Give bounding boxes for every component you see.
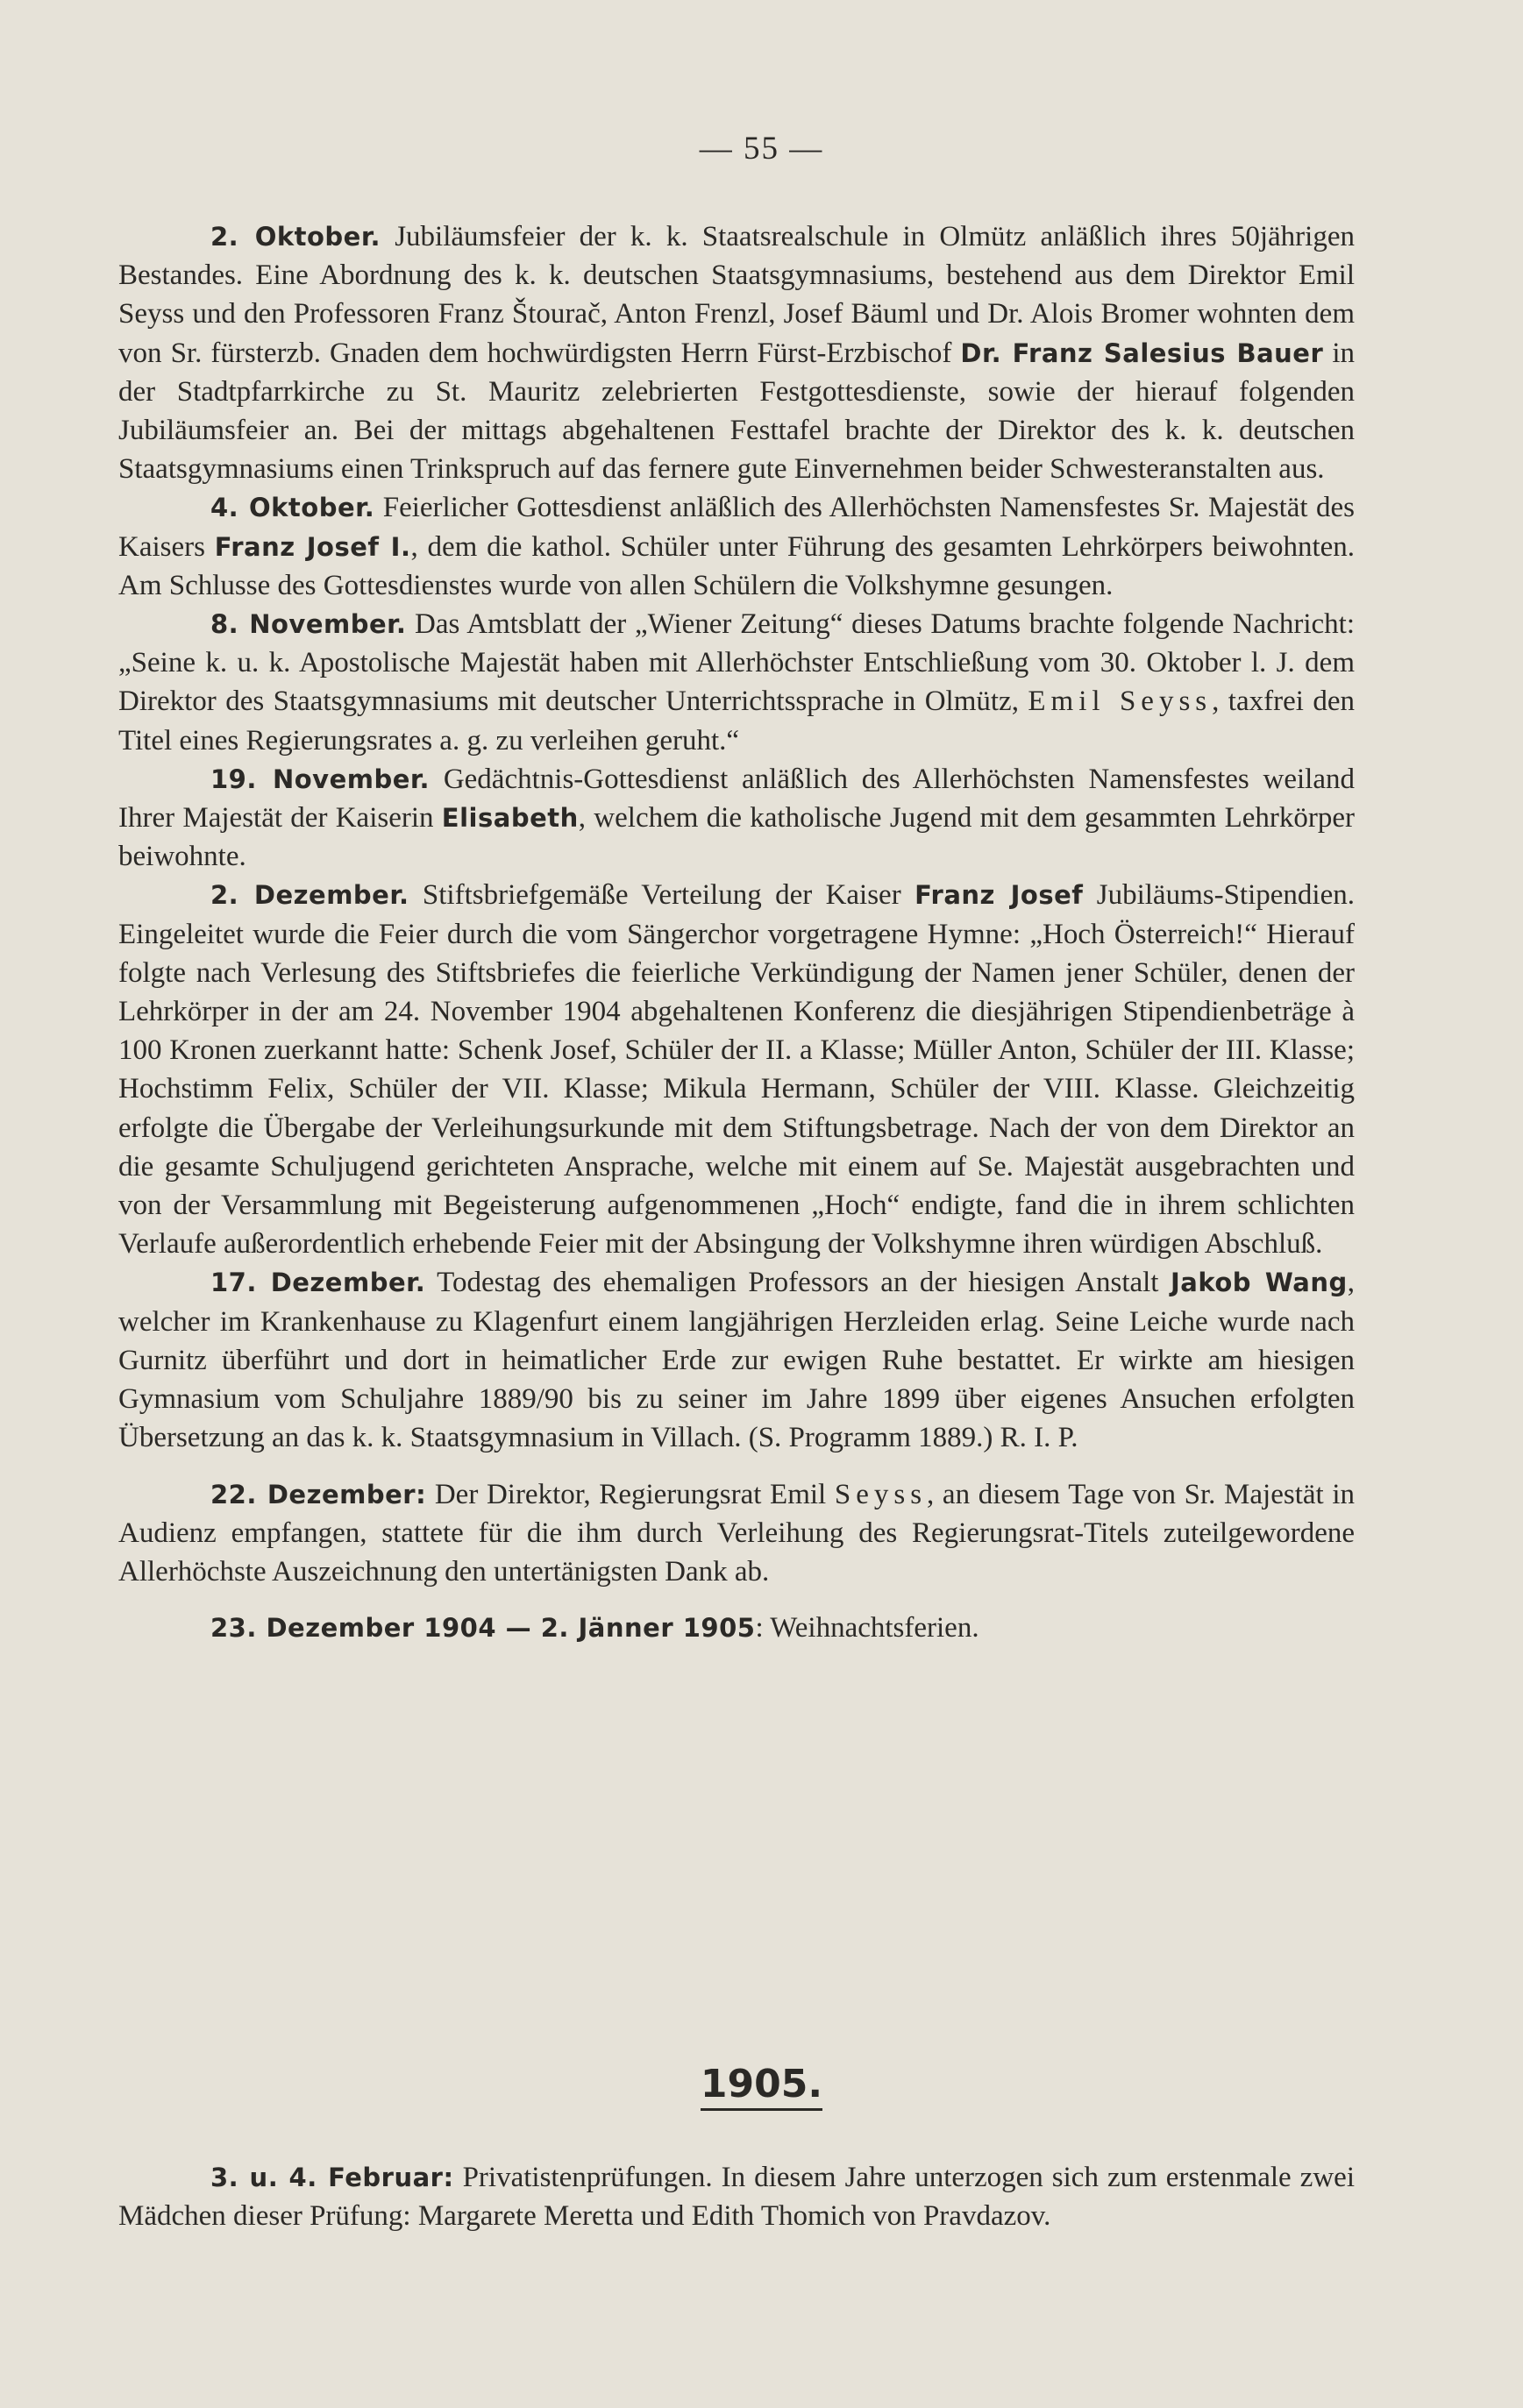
emphasized-name: Dr. Franz Salesius Bauer bbox=[960, 337, 1324, 368]
page-number: — 55 — bbox=[699, 131, 824, 167]
chronicle-entry bbox=[118, 1475, 1355, 1592]
chronicle-entry bbox=[118, 2158, 1355, 2235]
spaced-name: Seyss bbox=[834, 1478, 928, 1510]
entry-text: , welcher im Krankenhause zu Klagenfurt einem langjährigen Herzleiden erlag. Seine Leiche wurde nach Gurnitz überführt und dort in heimatlicher Erde zur ewigen Ruhe bestattet. Er wirkte am hiesigen Gymnasium vom Schuljahre 1889/90 bis zu seiner im Jahre 1899 über eigenes Ansuchen erfolgten Übersetzung an das k. k. Staatsgymnasium in Villach. (S. Programm 1889.) R. I. P. bbox=[118, 1267, 1355, 1454]
entry-text: Der Direktor, Regierungsrat Emil bbox=[426, 1478, 835, 1510]
entry-date: 8. November. bbox=[210, 609, 407, 640]
chronicle-entry bbox=[118, 1609, 1355, 1647]
entry-date: 19. November. bbox=[210, 764, 431, 794]
emphasized-name: Jakob Wang bbox=[1170, 1268, 1348, 1298]
entry-date: 2. Dezember. bbox=[210, 880, 409, 911]
entry-date: 4. Oktober. bbox=[210, 493, 375, 523]
entry-text: Gedächtnis-Gottesdienst anläßlich des Allerhöchsten Namensfestes weiland Ihrer Majestät der Kaiserin bbox=[118, 763, 1355, 835]
emphasized-name: Franz Josef bbox=[915, 880, 1084, 911]
emphasized-name: Franz Josef I. bbox=[214, 531, 411, 562]
chronicle-entry bbox=[118, 760, 1355, 877]
entry-text: , taxfrei den Titel eines Regierungsrates a. g. zu verleihen geruht.“ bbox=[118, 685, 1355, 756]
entry-date: 23. Dezember 1904 — 2. Jänner 1905 bbox=[210, 1613, 756, 1644]
entry-text: Das Amtsblatt der „Wiener Zeitung“ dieses Datums brachte folgende Nachricht: „Seine k. u. k. Apostolische Majestät haben mit Allerhöchster Entschließung vom 30. Oktober l. J. dem Direktor des Staatsgymnasiums mit deutscher Unterrichtssprache in Olmütz, bbox=[118, 608, 1355, 718]
entry-text: : Weihnachtsferien. bbox=[755, 1612, 979, 1644]
entry-text: Jubiläums-Stipendien. Eingeleitet wurde die Feier durch die vom Sängerchor vorgetragene Hymne: „Hoch Österreich!“ Hierauf folgte nach Verlesung des Stiftsbriefes die feierliche Verkündigung der Namen jener Schüler, denen der Lehrkörper in der am 24. November 1904 abgehaltenen Konferenz die diesjährigen Stipendienbeträge à 100 Kronen zuerkannt hatte: Schenk Josef, Schüler der II. a Klasse; Müller Anton, Schüler der III. Klasse; Hochstimm Felix, Schüler der VII. Klasse; Mikula Hermann, Schüler der VIII. Klasse. Gleichzeitig erfolgte die Übergabe der Verleihungsurkunde mit dem Stiftungsbetrage. Nach der von dem Direktor an die gesamte Schuljugend gerichteten Ansprache, welche mit einem auf Se. Majestät ausgebrachten und von der Versammlung mit Begeisterung aufgenommenen „Hoch“ endigte, fand die in ihrem schlichten Verlaufe außerordentlich erhebende Feier mit der Absingung der Volkshymne ihren würdigen Abschluß. bbox=[118, 879, 1355, 1261]
entry-text: Todestag des ehemaligen Professors an der hiesigen Anstalt bbox=[425, 1267, 1171, 1299]
year-heading bbox=[0, 2062, 1523, 2106]
entry-text: Jubiläumsfeier der k. k. Staatsrealschule in Olmütz anläßlich ihres 50jährigen Bestandes. Eine Abordnung des k. k. deutschen Staatsgymnasiums, bestehend aus dem Direktor Emil Seyss und den Professoren Franz Štourač, Anton Frenzl, Josef Bäuml und Dr. Alois Bromer wohnten dem von Sr. fürsterzb. Gnaden dem hochwürdigsten Herrn Fürst-Erzbischof bbox=[118, 221, 1355, 369]
entry-date: 2. Oktober. bbox=[210, 222, 381, 252]
entry-text: , an diesem Tage von Sr. Majestät in Audienz empfangen, stattete für die ihm durch Verleihung des Regierungsrat-Titels zuteilgewordene Allerhöchste Auszeichnung den untertänigsten Dank ab. bbox=[118, 1478, 1355, 1588]
chronicle-entry bbox=[118, 876, 1355, 1263]
entry-text: Privatistenprüfungen. In diesem Jahre unterzogen sich zum erstenmale zwei Mädchen dieser Prüfung: Margarete Meretta und Edith Thomich von Pravdazov. bbox=[118, 2162, 1355, 2233]
entry-text: , dem die kathol. Schüler unter Führung des gesamten Lehrkörpers beiwohnten. Am Schlusse des Gottesdienstes wurde von allen Schülern die Volkshymne gesungen. bbox=[118, 530, 1356, 601]
chronicle-1905 bbox=[118, 2158, 1355, 2235]
entry-date: 3. u. 4. Februar: bbox=[210, 2163, 454, 2192]
entry-date: 22. Dezember: bbox=[210, 1479, 427, 1509]
entry-text: Feierlicher Gottesdienst anläßlich des Allerhöchsten Namensfestes Sr. Majestät des Kaisers bbox=[118, 492, 1355, 563]
spaced-name: Emil Seyss bbox=[1028, 685, 1213, 718]
emphasized-name: Elisabeth bbox=[441, 803, 579, 834]
year-heading-text: 1905. bbox=[701, 2062, 822, 2111]
chronicle-entry bbox=[118, 217, 1355, 488]
chronicle-1904 bbox=[118, 217, 1355, 1647]
chronicle-entry bbox=[118, 605, 1355, 760]
chronicle-entry bbox=[118, 488, 1355, 605]
chronicle-entry bbox=[118, 1263, 1355, 1457]
entry-text: Stiftsbriefgemäße Verteilung der Kaiser bbox=[409, 879, 915, 912]
entry-text: in der Stadtpfarrkirche zu St. Mauritz zelebrierten Festgottesdienste, sowie der hierauf folgenden Jubiläumsfeier an. Bei der mittags abgehaltenen Festtafel brachte der Direktor des k. k. deutschen Staatsgymnasiums einen Trinkspruch auf das fernere gute Einvernehmen beider Schwesteranstalten aus. bbox=[118, 337, 1355, 486]
entry-date: 17. Dezember. bbox=[210, 1268, 426, 1298]
entry-text: , welchem die katholische Jugend mit dem gesammten Lehrkörper beiwohnte. bbox=[118, 802, 1355, 873]
